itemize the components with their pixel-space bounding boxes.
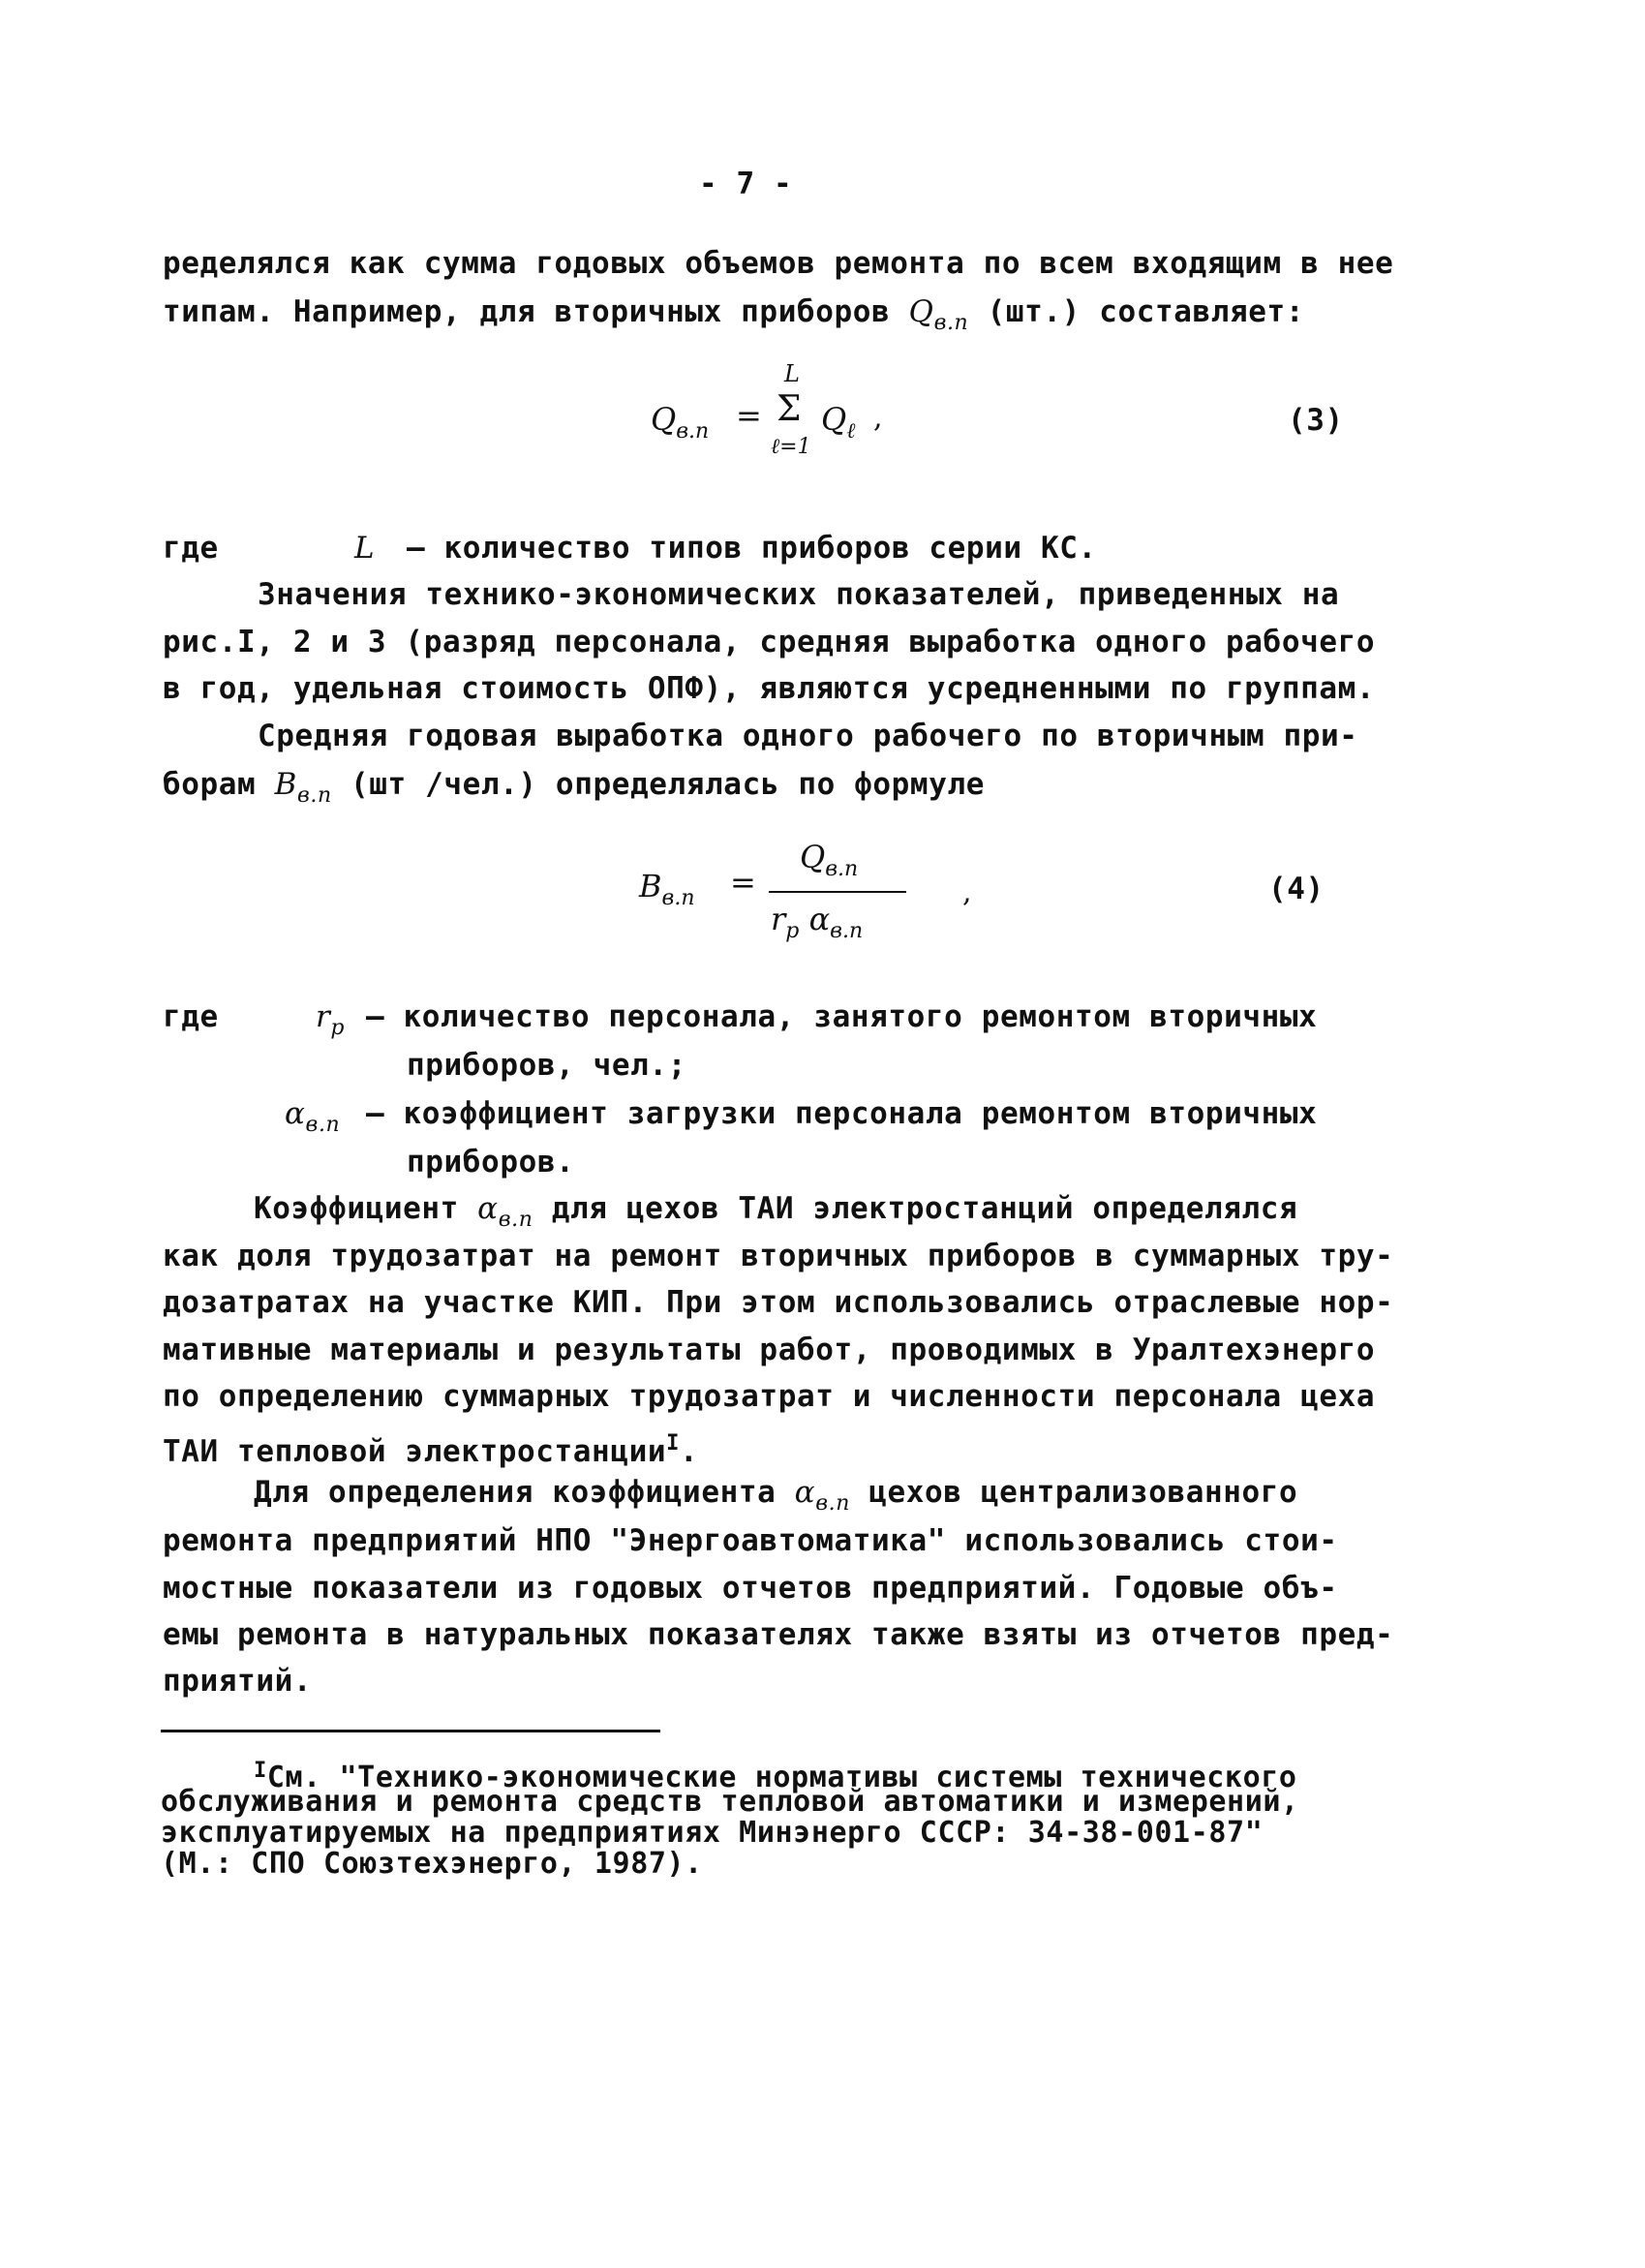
where-label: где <box>163 999 219 1034</box>
fraction-bar <box>769 891 906 893</box>
paragraph-line: типам. Например, для вторичных приборов $Q_{в.п}$ (шт.) составляет: <box>163 294 1305 335</box>
paragraph-line: ределялся как сумма годовых объемов ремонта по всем входящим в нее <box>163 246 1394 281</box>
definition-text: – количество типов приборов серии КС. <box>407 531 1097 566</box>
formula-lhs: $В_{в.п}$ <box>639 868 695 910</box>
variable-subscript: в.п <box>498 1208 533 1232</box>
variable: $r_р$ <box>316 999 346 1040</box>
formula-equals: = <box>736 397 762 434</box>
formula-comma: , <box>873 401 883 435</box>
definition-text: приборов, чел.; <box>407 1048 686 1083</box>
formula-lhs: $Q_{в.п}$ <box>651 401 710 444</box>
page-number: - 7 - <box>699 167 793 201</box>
equation-number: (4) <box>1268 872 1325 906</box>
variable-subscript: в.п <box>296 783 332 808</box>
paragraph-line: Средняя годовая выработка одного рабочего по вторичным при- <box>258 719 1358 753</box>
paragraph-line: мативные материалы и результаты работ, проводимых в Уралтехэнерго <box>163 1333 1376 1367</box>
paragraph-line: Для определения коэффициента $\alpha_{в.п}$ цехов централизованного <box>254 1475 1298 1516</box>
equation-number: (3) <box>1288 403 1344 438</box>
sum-symbol: Σ <box>777 389 802 429</box>
formula-comma: , <box>962 875 972 909</box>
footnote-line: $^I$См. "Технико-экономические нормативы системы технического <box>254 1759 1297 1794</box>
variable-subscript: в.п <box>815 1491 850 1516</box>
variable: В <box>274 767 297 802</box>
footnote-line: эксплуатируемых на предприятиях Минэнерго СССР: 34-38-001-87" <box>161 1816 1264 1850</box>
paragraph-line: Коэффициент $\alpha_{в.п}$ для цехов ТАИ электростанций определялся <box>254 1191 1298 1232</box>
variable: α <box>794 1475 816 1510</box>
paragraph-line: емы ремонта в натуральных показателях также взяты из отчетов пред- <box>163 1617 1394 1652</box>
paragraph-line: как доля трудозатрат на ремонт вторичных приборов в суммарных тру- <box>163 1239 1394 1273</box>
paragraph-line: мостные показатели из годовых отчетов предприятий. Годовые объ- <box>163 1571 1338 1606</box>
variable: L <box>354 531 376 566</box>
paragraph-line: ТАИ тепловой электростанции$^I$. <box>163 1431 699 1469</box>
definition-text: приборов. <box>407 1145 575 1180</box>
formula-term: $Q_\ell$ <box>821 401 856 444</box>
variable-subscript: в.п <box>933 311 969 335</box>
footnote-line: обслуживания и ремонта средств тепловой автоматики и измерений, <box>161 1785 1299 1819</box>
paragraph-line: приятий. <box>163 1664 313 1699</box>
formula-equals: = <box>730 864 756 901</box>
variable: α <box>477 1191 499 1226</box>
where-label: где <box>163 531 219 566</box>
paragraph-line: Значения технико-экономических показателей, приведенных на <box>258 577 1340 612</box>
paragraph-line: в год, удельная стоимость ОПФ), являются усредненными по группам. <box>163 671 1376 706</box>
footnote-line: (М.: СПО Союзтехэнерго, 1987). <box>161 1847 703 1881</box>
footnote-reference: I <box>666 1431 680 1456</box>
fraction-denominator: $r_р$ $\alpha_{в.п}$ <box>771 901 864 943</box>
paragraph-line: по определению суммарных трудозатрат и численности персонала цеха <box>163 1379 1376 1414</box>
definition-text: – коэффициент загрузки персонала ремонтом вторичных <box>366 1096 1318 1131</box>
variable: Q <box>908 294 934 329</box>
sum-upper-limit: L <box>784 360 800 387</box>
fraction-numerator: $Q_{в.п}$ <box>800 839 859 881</box>
paragraph-line: борам $В_{в.п}$ (шт /чел.) определялась по формуле <box>163 767 985 808</box>
footnote-mark: I <box>254 1759 267 1783</box>
paragraph-line: дозатратах на участке КИП. При этом использовались отраслевые нор- <box>163 1285 1394 1320</box>
variable: $\alpha_{в.п}$ <box>285 1096 341 1137</box>
definition-text: – количество персонала, занятого ремонтом вторичных <box>366 999 1318 1034</box>
paragraph-line: рис.I, 2 и 3 (разряд персонала, средняя выработка одного рабочего <box>163 625 1376 659</box>
sum-lower-limit: ℓ=1 <box>771 435 811 459</box>
footnote-separator <box>161 1730 660 1732</box>
paragraph-line: ремонта предприятий НПО "Энергоавтоматика" использовались стои- <box>163 1523 1338 1558</box>
